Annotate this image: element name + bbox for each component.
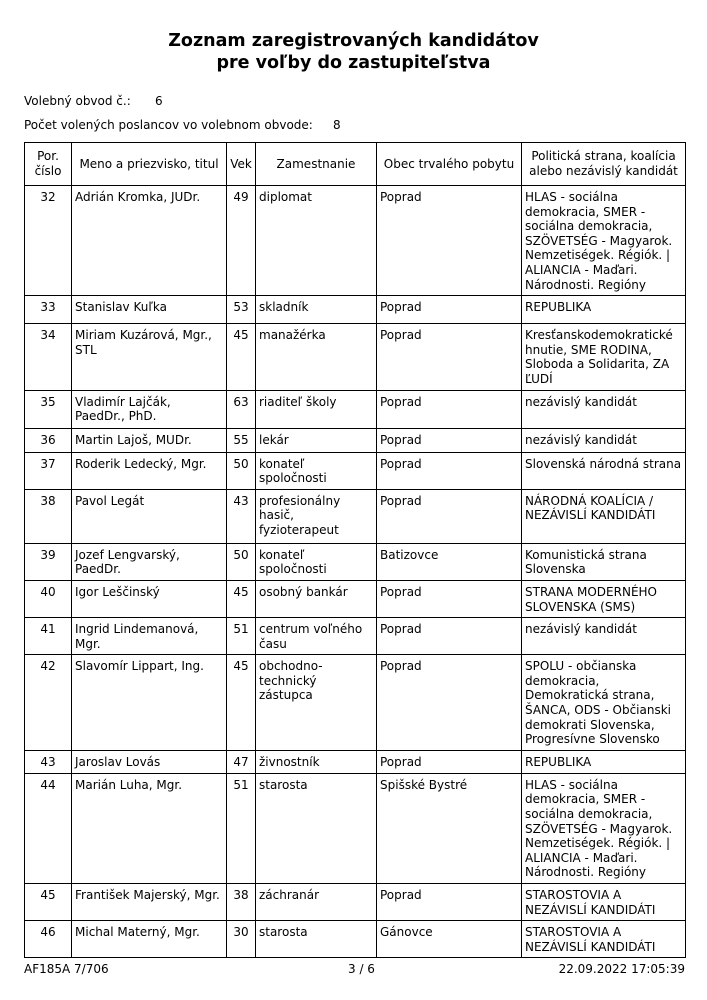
cell-name: Pavol Legát bbox=[72, 489, 227, 543]
cell-residence: Poprad bbox=[377, 324, 522, 390]
cell-residence: Poprad bbox=[377, 428, 522, 452]
cell-number: 33 bbox=[25, 296, 72, 324]
cell-age: 49 bbox=[227, 186, 256, 296]
cell-residence: Poprad bbox=[377, 390, 522, 428]
table-row bbox=[25, 428, 686, 452]
cell-age: 43 bbox=[227, 489, 256, 543]
cell-name: Vladimír Lajčák, PaedDr., PhD. bbox=[72, 390, 227, 428]
cell-party: STAROSTOVIA A NEZÁVISLÍ KANDIDÁTI bbox=[522, 884, 686, 921]
cell-party: Komunistická strana Slovenska bbox=[522, 543, 686, 580]
cell-occupation: záchranár bbox=[256, 884, 377, 921]
cell-occupation: riaditeľ školy bbox=[256, 390, 377, 428]
cell-age: 51 bbox=[227, 618, 256, 655]
table-row bbox=[25, 489, 686, 543]
title-line-2: pre voľby do zastupiteľstva bbox=[216, 53, 491, 73]
cell-occupation: lekár bbox=[256, 428, 377, 452]
title-line-1: Zoznam zaregistrovaných kandidátov bbox=[168, 31, 539, 51]
cell-age: 55 bbox=[227, 428, 256, 452]
cell-occupation: starosta bbox=[256, 921, 377, 958]
cell-age: 38 bbox=[227, 884, 256, 921]
district-value: 6 bbox=[155, 94, 163, 108]
cell-age: 50 bbox=[227, 452, 256, 489]
cell-residence: Poprad bbox=[377, 884, 522, 921]
cell-number: 32 bbox=[25, 186, 72, 296]
cell-party: nezávislý kandidát bbox=[522, 390, 686, 428]
cell-occupation: profesionálny hasič, fyzioterapeut bbox=[256, 489, 377, 543]
cell-residence: Poprad bbox=[377, 296, 522, 324]
cell-residence: Batizovce bbox=[377, 543, 522, 580]
cell-residence: Poprad bbox=[377, 186, 522, 296]
cell-residence: Spišské Bystré bbox=[377, 773, 522, 883]
cell-residence: Poprad bbox=[377, 580, 522, 617]
cell-name: Stanislav Kuľka bbox=[72, 296, 227, 324]
footer-timestamp: 22.09.2022 17:05:39 bbox=[558, 962, 685, 976]
cell-occupation: skladník bbox=[256, 296, 377, 324]
cell-occupation: živnostník bbox=[256, 750, 377, 773]
cell-name: Ingrid Lindemanová, Mgr. bbox=[72, 618, 227, 655]
cell-party: HLAS - sociálna demokracia, SMER - sociálna demokracia, SZÖVETSÉG - Magyarok. Nemzetiségek. Régiók. | ALIANCIA - Maďari. Národnosti. Regióny bbox=[522, 186, 686, 296]
cell-age: 45 bbox=[227, 580, 256, 617]
cell-residence: Poprad bbox=[377, 618, 522, 655]
cell-number: 46 bbox=[25, 921, 72, 958]
cell-age: 47 bbox=[227, 750, 256, 773]
cell-party: STRANA MODERNÉHO SLOVENSKA (SMS) bbox=[522, 580, 686, 617]
header-party: Politická strana, koalícia alebo nezávislý kandidát bbox=[522, 143, 686, 186]
table-row bbox=[25, 618, 686, 655]
cell-occupation: diplomat bbox=[256, 186, 377, 296]
cell-party: Kresťanskodemokratické hnutie, SME RODINA, Sloboda a Solidarita, ZA ĽUDÍ bbox=[522, 324, 686, 390]
district-row bbox=[24, 94, 163, 108]
cell-occupation: osobný bankár bbox=[256, 580, 377, 617]
cell-name: Martin Lajoš, MUDr. bbox=[72, 428, 227, 452]
seats-row bbox=[24, 118, 341, 132]
cell-age: 53 bbox=[227, 296, 256, 324]
cell-name: Adrián Kromka, JUDr. bbox=[72, 186, 227, 296]
cell-residence: Poprad bbox=[377, 750, 522, 773]
cell-number: 34 bbox=[25, 324, 72, 390]
table-row bbox=[25, 884, 686, 921]
cell-age: 30 bbox=[227, 921, 256, 958]
seats-label: Počet volených poslancov vo volebnom obvode: bbox=[24, 118, 313, 132]
cell-party: HLAS - sociálna demokracia, SMER - sociálna demokracia, SZÖVETSÉG - Magyarok. Nemzetiségek. Régiók. | ALIANCIA - Maďari. Národnosti. Regióny bbox=[522, 773, 686, 883]
table-header-row bbox=[25, 143, 686, 186]
cell-age: 45 bbox=[227, 324, 256, 390]
cell-number: 41 bbox=[25, 618, 72, 655]
table-row bbox=[25, 655, 686, 751]
table-row bbox=[25, 580, 686, 617]
cell-party: nezávislý kandidát bbox=[522, 428, 686, 452]
cell-residence: Poprad bbox=[377, 452, 522, 489]
cell-party: NÁRODNÁ KOALÍCIA / NEZÁVISLÍ KANDIDÁTI bbox=[522, 489, 686, 543]
cell-occupation: obchodno-technický zástupca bbox=[256, 655, 377, 751]
header-age: Vek bbox=[227, 143, 256, 186]
cell-occupation: konateľ spoločnosti bbox=[256, 452, 377, 489]
cell-residence: Poprad bbox=[377, 489, 522, 543]
cell-number: 39 bbox=[25, 543, 72, 580]
cell-number: 38 bbox=[25, 489, 72, 543]
table-body bbox=[25, 186, 686, 958]
cell-occupation: manažérka bbox=[256, 324, 377, 390]
cell-name: Marián Luha, Mgr. bbox=[72, 773, 227, 883]
table-row bbox=[25, 324, 686, 390]
table-row bbox=[25, 186, 686, 296]
cell-number: 44 bbox=[25, 773, 72, 883]
seats-value: 8 bbox=[333, 118, 341, 132]
cell-number: 45 bbox=[25, 884, 72, 921]
cell-occupation: konateľ spoločnosti bbox=[256, 543, 377, 580]
cell-name: Miriam Kuzárová, Mgr., STL bbox=[72, 324, 227, 390]
cell-number: 37 bbox=[25, 452, 72, 489]
cell-residence: Gánovce bbox=[377, 921, 522, 958]
cell-name: Roderik Ledecký, Mgr. bbox=[72, 452, 227, 489]
header-name: Meno a priezvisko, titul bbox=[72, 143, 227, 186]
table-row bbox=[25, 296, 686, 324]
cell-party: SPOLU - občianska demokracia, Demokratická strana, ŠANCA, ODS - Občianski demokrati Slovenska, Progresívne Slovensko bbox=[522, 655, 686, 751]
cell-name: František Majerský, Mgr. bbox=[72, 884, 227, 921]
district-label: Volebný obvod č.: bbox=[24, 94, 131, 108]
cell-party: STAROSTOVIA A NEZÁVISLÍ KANDIDÁTI bbox=[522, 921, 686, 958]
header-occupation: Zamestnanie bbox=[256, 143, 377, 186]
cell-number: 36 bbox=[25, 428, 72, 452]
cell-number: 43 bbox=[25, 750, 72, 773]
cell-age: 50 bbox=[227, 543, 256, 580]
cell-age: 51 bbox=[227, 773, 256, 883]
cell-number: 35 bbox=[25, 390, 72, 428]
table-row bbox=[25, 452, 686, 489]
table-row bbox=[25, 543, 686, 580]
cell-residence: Poprad bbox=[377, 655, 522, 751]
cell-party: REPUBLIKA bbox=[522, 296, 686, 324]
table-row bbox=[25, 773, 686, 883]
header-number: Por. číslo bbox=[25, 143, 72, 186]
cell-name: Jaroslav Lovás bbox=[72, 750, 227, 773]
cell-name: Jozef Lengvarský, PaedDr. bbox=[72, 543, 227, 580]
cell-party: REPUBLIKA bbox=[522, 750, 686, 773]
footer-form-code: AF185A 7/706 bbox=[24, 962, 109, 976]
table-row bbox=[25, 921, 686, 958]
cell-party: nezávislý kandidát bbox=[522, 618, 686, 655]
cell-age: 63 bbox=[227, 390, 256, 428]
header-residence: Obec trvalého pobytu bbox=[377, 143, 522, 186]
cell-name: Michal Materný, Mgr. bbox=[72, 921, 227, 958]
cell-name: Igor Leščinský bbox=[72, 580, 227, 617]
candidates-table bbox=[24, 142, 686, 958]
cell-occupation: centrum voľného času bbox=[256, 618, 377, 655]
cell-number: 42 bbox=[25, 655, 72, 751]
cell-age: 45 bbox=[227, 655, 256, 751]
cell-number: 40 bbox=[25, 580, 72, 617]
footer-page-number: 3 / 6 bbox=[348, 962, 375, 976]
table-row bbox=[25, 750, 686, 773]
cell-party: Slovenská národná strana bbox=[522, 452, 686, 489]
document-title bbox=[0, 30, 707, 74]
cell-occupation: starosta bbox=[256, 773, 377, 883]
cell-name: Slavomír Lippart, Ing. bbox=[72, 655, 227, 751]
table-row bbox=[25, 390, 686, 428]
